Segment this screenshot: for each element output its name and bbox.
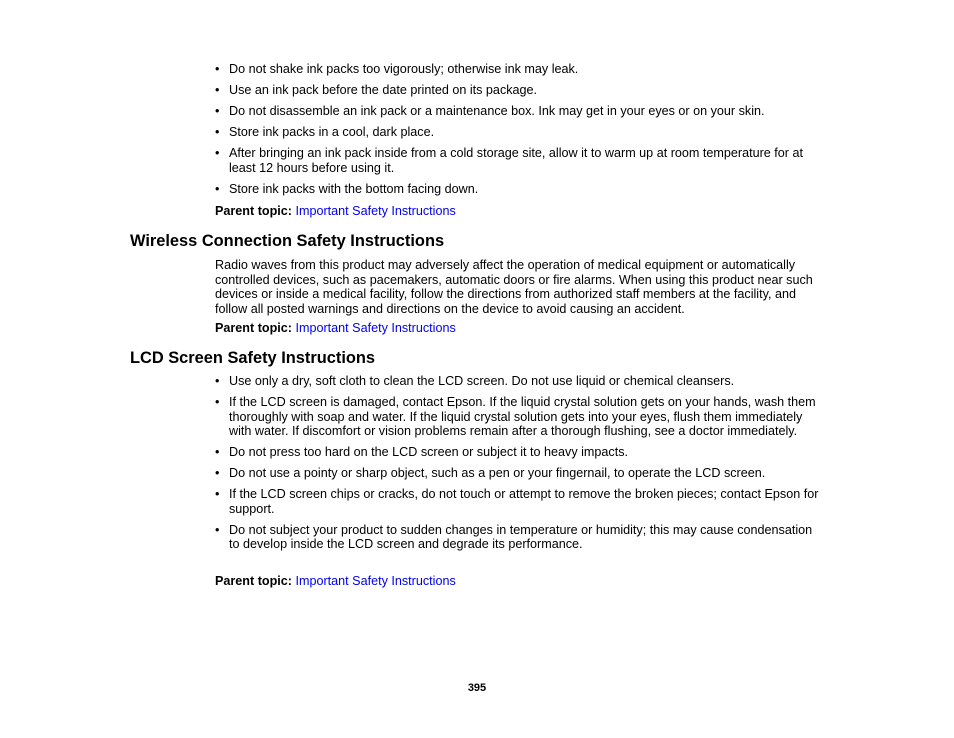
list-item: • Store ink packs with the bottom facing down. — [214, 182, 826, 197]
list-item: • Use only a dry, soft cloth to clean the LCD screen. Do not use liquid or chemical cleansers. — [214, 374, 826, 389]
list-item: • Do not press too hard on the LCD screen or subject it to heavy impacts. — [214, 445, 826, 460]
list-item: • Use an ink pack before the date printed on its package. — [214, 83, 826, 98]
list-item: • If the LCD screen is damaged, contact Epson. If the liquid crystal solution gets on your hands, wash them thoroughly with soap and water. If the liquid crystal solution gets into your eyes, flush them immediately with water. If discomfort or vision problems remain after a thorough flushing, see a doctor immediately. — [214, 395, 826, 439]
parent-topic-lcd — [215, 574, 456, 589]
wireless-section-paragraph: Radio waves from this product may adversely affect the operation of medical equipment or automatically controlled devices, such as pacemakers, automatic doors or fire alarms. When using this product near such devices or inside a medical facility, follow the directions from authorized staff members at the facility, and follow all posted warnings and directions on the device to avoid causing an accident. — [215, 258, 813, 316]
important-safety-instructions-link[interactable]: Important Safety Instructions — [295, 321, 456, 335]
list-item: • Store ink packs in a cool, dark place. — [214, 125, 826, 140]
list-item: • Do not subject your product to sudden changes in temperature or humidity; this may cause condensation to develop inside the LCD screen and degrade its performance. — [214, 523, 826, 552]
parent-topic-label: Parent topic: — [215, 574, 292, 588]
page-number: 395 — [467, 682, 487, 694]
important-safety-instructions-link[interactable]: Important Safety Instructions — [295, 574, 456, 588]
important-safety-instructions-link[interactable]: Important Safety Instructions — [295, 204, 456, 218]
list-item: • After bringing an ink pack inside from a cold storage site, allow it to warm up at room temperature for at least 12 hours before using it. — [214, 146, 826, 175]
lcd-safety-list — [214, 374, 826, 558]
list-item: • Do not use a pointy or sharp object, such as a pen or your fingernail, to operate the LCD screen. — [214, 466, 826, 481]
parent-topic-label: Parent topic: — [215, 204, 292, 218]
parent-topic-wireless — [215, 321, 456, 336]
lcd-section-heading: LCD Screen Safety Instructions — [130, 349, 376, 367]
parent-topic-label: Parent topic: — [215, 321, 292, 335]
list-item: • Do not shake ink packs too vigorously; otherwise ink may leak. — [214, 62, 826, 77]
list-item: • If the LCD screen chips or cracks, do not touch or attempt to remove the broken pieces; contact Epson for support. — [214, 487, 826, 516]
parent-topic-ink — [215, 204, 456, 219]
wireless-section-heading: Wireless Connection Safety Instructions — [130, 232, 445, 250]
ink-safety-list — [214, 62, 826, 203]
list-item: • Do not disassemble an ink pack or a maintenance box. Ink may get in your eyes or on your skin. — [214, 104, 826, 119]
